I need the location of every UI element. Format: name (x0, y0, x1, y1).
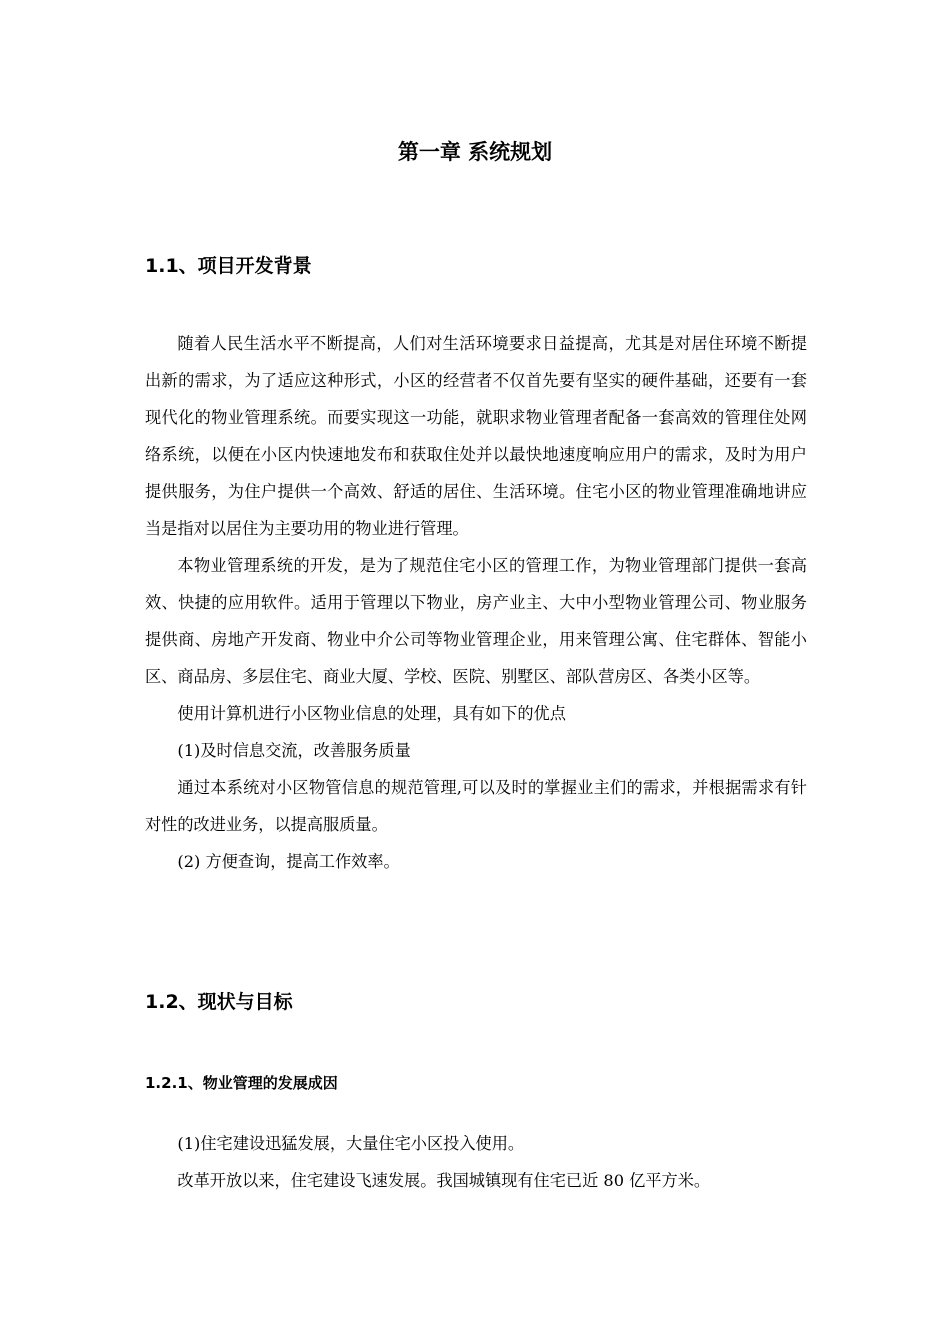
chapter-title: 第一章 系统规划 (397, 140, 553, 164)
paragraph: 使用计算机进行小区物业信息的处理，具有如下的优点 (177, 704, 566, 723)
paragraph: 本物业管理系统的开发，是为了规范住宅小区的管理工作，为物业管理部门提供一套高效、快捷的应用软件。适用于管理以下物业，房产业主、大中小型物业管理公司、物业服务提供商、房地产开发商、物业中介公司等物业管理企业，用来管理公寓、住宅群体、智能小区、商品房、多层住宅、商业大厦、学校、医院、别墅区、部队营房区、各类小区等。 (145, 556, 807, 686)
section-heading-1-2: 1.2、现状与目标 (145, 991, 293, 1013)
paragraph: (2) 方便查询，提高工作效率。 (177, 852, 400, 871)
paragraph: (1)及时信息交流，改善服务质量 (177, 741, 411, 760)
section-body-1-2-1 (145, 1125, 807, 1199)
paragraph: 改革开放以来，住宅建设飞速发展。我国城镇现有住宅已近 80 亿平方米。 (177, 1171, 711, 1190)
paragraph: 随着人民生活水平不断提高，人们对生活环境要求日益提高，尤其是对居住环境不断提出新的需求，为了适应这种形式，小区的经营者不仅首先要有坚实的硬件基础，还要有一套现代化的物业管理系统。而要实现这一功能，就职求物业管理者配备一套高效的管理住处网络系统，以便在小区内快速地发布和获取住处并以最快地速度响应用户的需求，及时为用户提供服务，为住户提供一个高效、舒适的居住、生活环境。住宅小区的物业管理准确地讲应当是指对以居住为主要功用的物业进行管理。 (145, 334, 807, 538)
section-heading-1-1: 1.1、项目开发背景 (145, 255, 312, 277)
paragraph: (1)住宅建设迅猛发展，大量住宅小区投入使用。 (177, 1134, 525, 1153)
section-heading-1-2-1: 1.2.1、物业管理的发展成因 (145, 1074, 338, 1092)
paragraph: 通过本系统对小区物管信息的规范管理,可以及时的掌握业主们的需求，并根据需求有针对性的改进业务，以提高服质量。 (145, 778, 807, 834)
section-body-1-1 (145, 325, 807, 880)
